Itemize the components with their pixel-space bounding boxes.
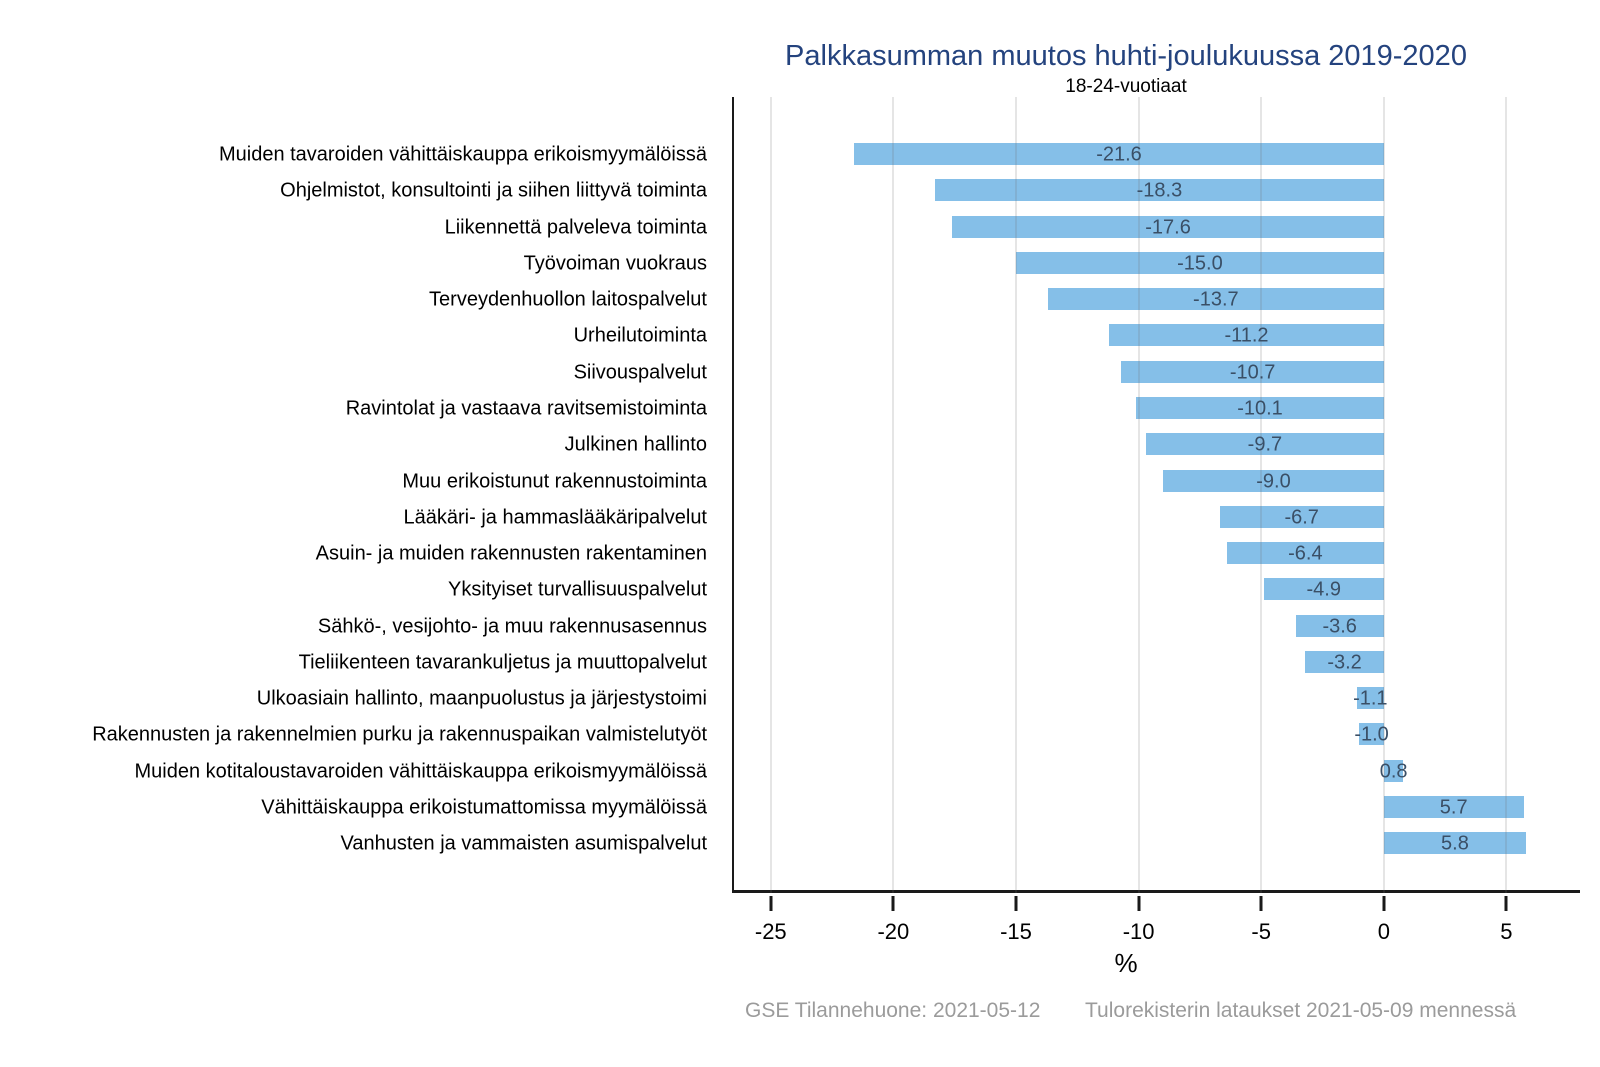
category-label: Liikennettä palveleva toiminta <box>444 216 707 239</box>
category-label: Sähkö-, vesijohto- ja muu rakennusasennus <box>317 615 707 638</box>
bar-value-label: -11.2 <box>1224 324 1269 347</box>
tick-label: -5 <box>1251 919 1271 944</box>
category-label: Rakennusten ja rakennelmien purku ja rakennuspaikan valmistelutyöt <box>92 723 707 746</box>
grid-line <box>892 97 894 893</box>
bar-value-label: -6.7 <box>1284 506 1319 529</box>
bar-value-label: -18.3 <box>1136 179 1183 202</box>
category-label: Työvoiman vuokraus <box>523 252 707 275</box>
bar-value-label: -3.2 <box>1327 651 1362 674</box>
bar-value-label: -4.9 <box>1306 578 1341 601</box>
tick-mark <box>1382 896 1385 911</box>
category-label: Ravintolat ja vastaava ravitsemistoiminta <box>345 397 707 420</box>
tick-label: -20 <box>877 919 910 944</box>
chart-title: Palkkasumman muutos huhti-joulukuussa 2019-2020 <box>785 40 1467 72</box>
bar-value-label: -13.7 <box>1193 288 1239 311</box>
grid-line <box>770 97 772 893</box>
category-label: Lääkäri- ja hammaslääkäripalvelut <box>403 506 707 529</box>
tick-mark <box>1505 896 1508 911</box>
footer-note-left: GSE Tilannehuone: 2021-05-12 <box>745 999 1041 1022</box>
tick-label: -15 <box>1000 919 1032 944</box>
bar-value-label: -1.1 <box>1353 687 1388 710</box>
category-label: Muiden tavaroiden vähittäiskauppa erikoismyymälöissä <box>218 143 707 166</box>
bar-value-label: -10.1 <box>1237 397 1283 420</box>
category-label: Urheilutoiminta <box>573 324 707 347</box>
footer-note-right: Tulorekisterin lataukset 2021-05-09 mennessä <box>1085 999 1517 1022</box>
bar-value-label: -3.6 <box>1322 615 1357 638</box>
bar-value-label: -1.0 <box>1354 723 1389 746</box>
category-label: Asuin- ja muiden rakennusten rakentaminen <box>315 542 707 565</box>
chart-subtitle: 18-24-vuotiaat <box>1065 76 1187 97</box>
grid-line <box>1505 97 1507 893</box>
tick-label: -10 <box>1122 919 1155 944</box>
category-label: Vähittäiskauppa erikoistumattomissa myymälöissä <box>261 796 707 819</box>
bar-value-label: 5.7 <box>1439 796 1468 819</box>
bar-value-label: 0.8 <box>1379 760 1408 783</box>
category-label: Siivouspalvelut <box>573 361 707 384</box>
tick-mark <box>1260 896 1263 911</box>
bar-value-label: -17.6 <box>1145 216 1191 239</box>
tick-label: 0 <box>1377 919 1390 944</box>
bar-value-label: 5.8 <box>1441 832 1469 855</box>
category-label: Ulkoasiain hallinto, maanpuolustus ja järjestystoimi <box>256 687 707 710</box>
grid-line <box>1260 97 1262 893</box>
tick-mark <box>1015 896 1018 911</box>
bar-value-label: -9.7 <box>1247 433 1283 456</box>
category-label: Terveydenhuollon laitospalvelut <box>429 288 707 311</box>
category-label: Yksityiset turvallisuuspalvelut <box>448 578 707 601</box>
tick-mark <box>1137 896 1140 911</box>
bar-value-label: -21.6 <box>1096 143 1142 166</box>
bar-value-label: -15.0 <box>1177 252 1223 275</box>
tick-mark <box>769 896 772 911</box>
category-label: Muu erikoistunut rakennustoiminta <box>402 470 707 493</box>
grid-line <box>1138 97 1140 893</box>
grid-line <box>1015 97 1017 893</box>
category-label: Muiden kotitaloustavaroiden vähittäiskauppa erikoismyymälöissä <box>134 760 707 783</box>
category-label: Ohjelmistot, konsultointi ja siihen liittyvä toiminta <box>280 179 707 202</box>
bar-value-label: -10.7 <box>1229 361 1276 384</box>
tick-mark <box>892 896 895 911</box>
x-axis-title: % <box>1114 948 1138 978</box>
tick-label: -25 <box>754 919 787 944</box>
category-label: Vanhusten ja vammaisten asumispalvelut <box>340 832 707 855</box>
bar-value-label: -9.0 <box>1256 470 1291 493</box>
bar-value-label: -6.4 <box>1288 542 1323 565</box>
tick-label: 5 <box>1500 919 1513 944</box>
category-label: Julkinen hallinto <box>564 433 707 456</box>
category-label: Tieliikenteen tavarankuljetus ja muuttopalvelut <box>298 651 707 674</box>
